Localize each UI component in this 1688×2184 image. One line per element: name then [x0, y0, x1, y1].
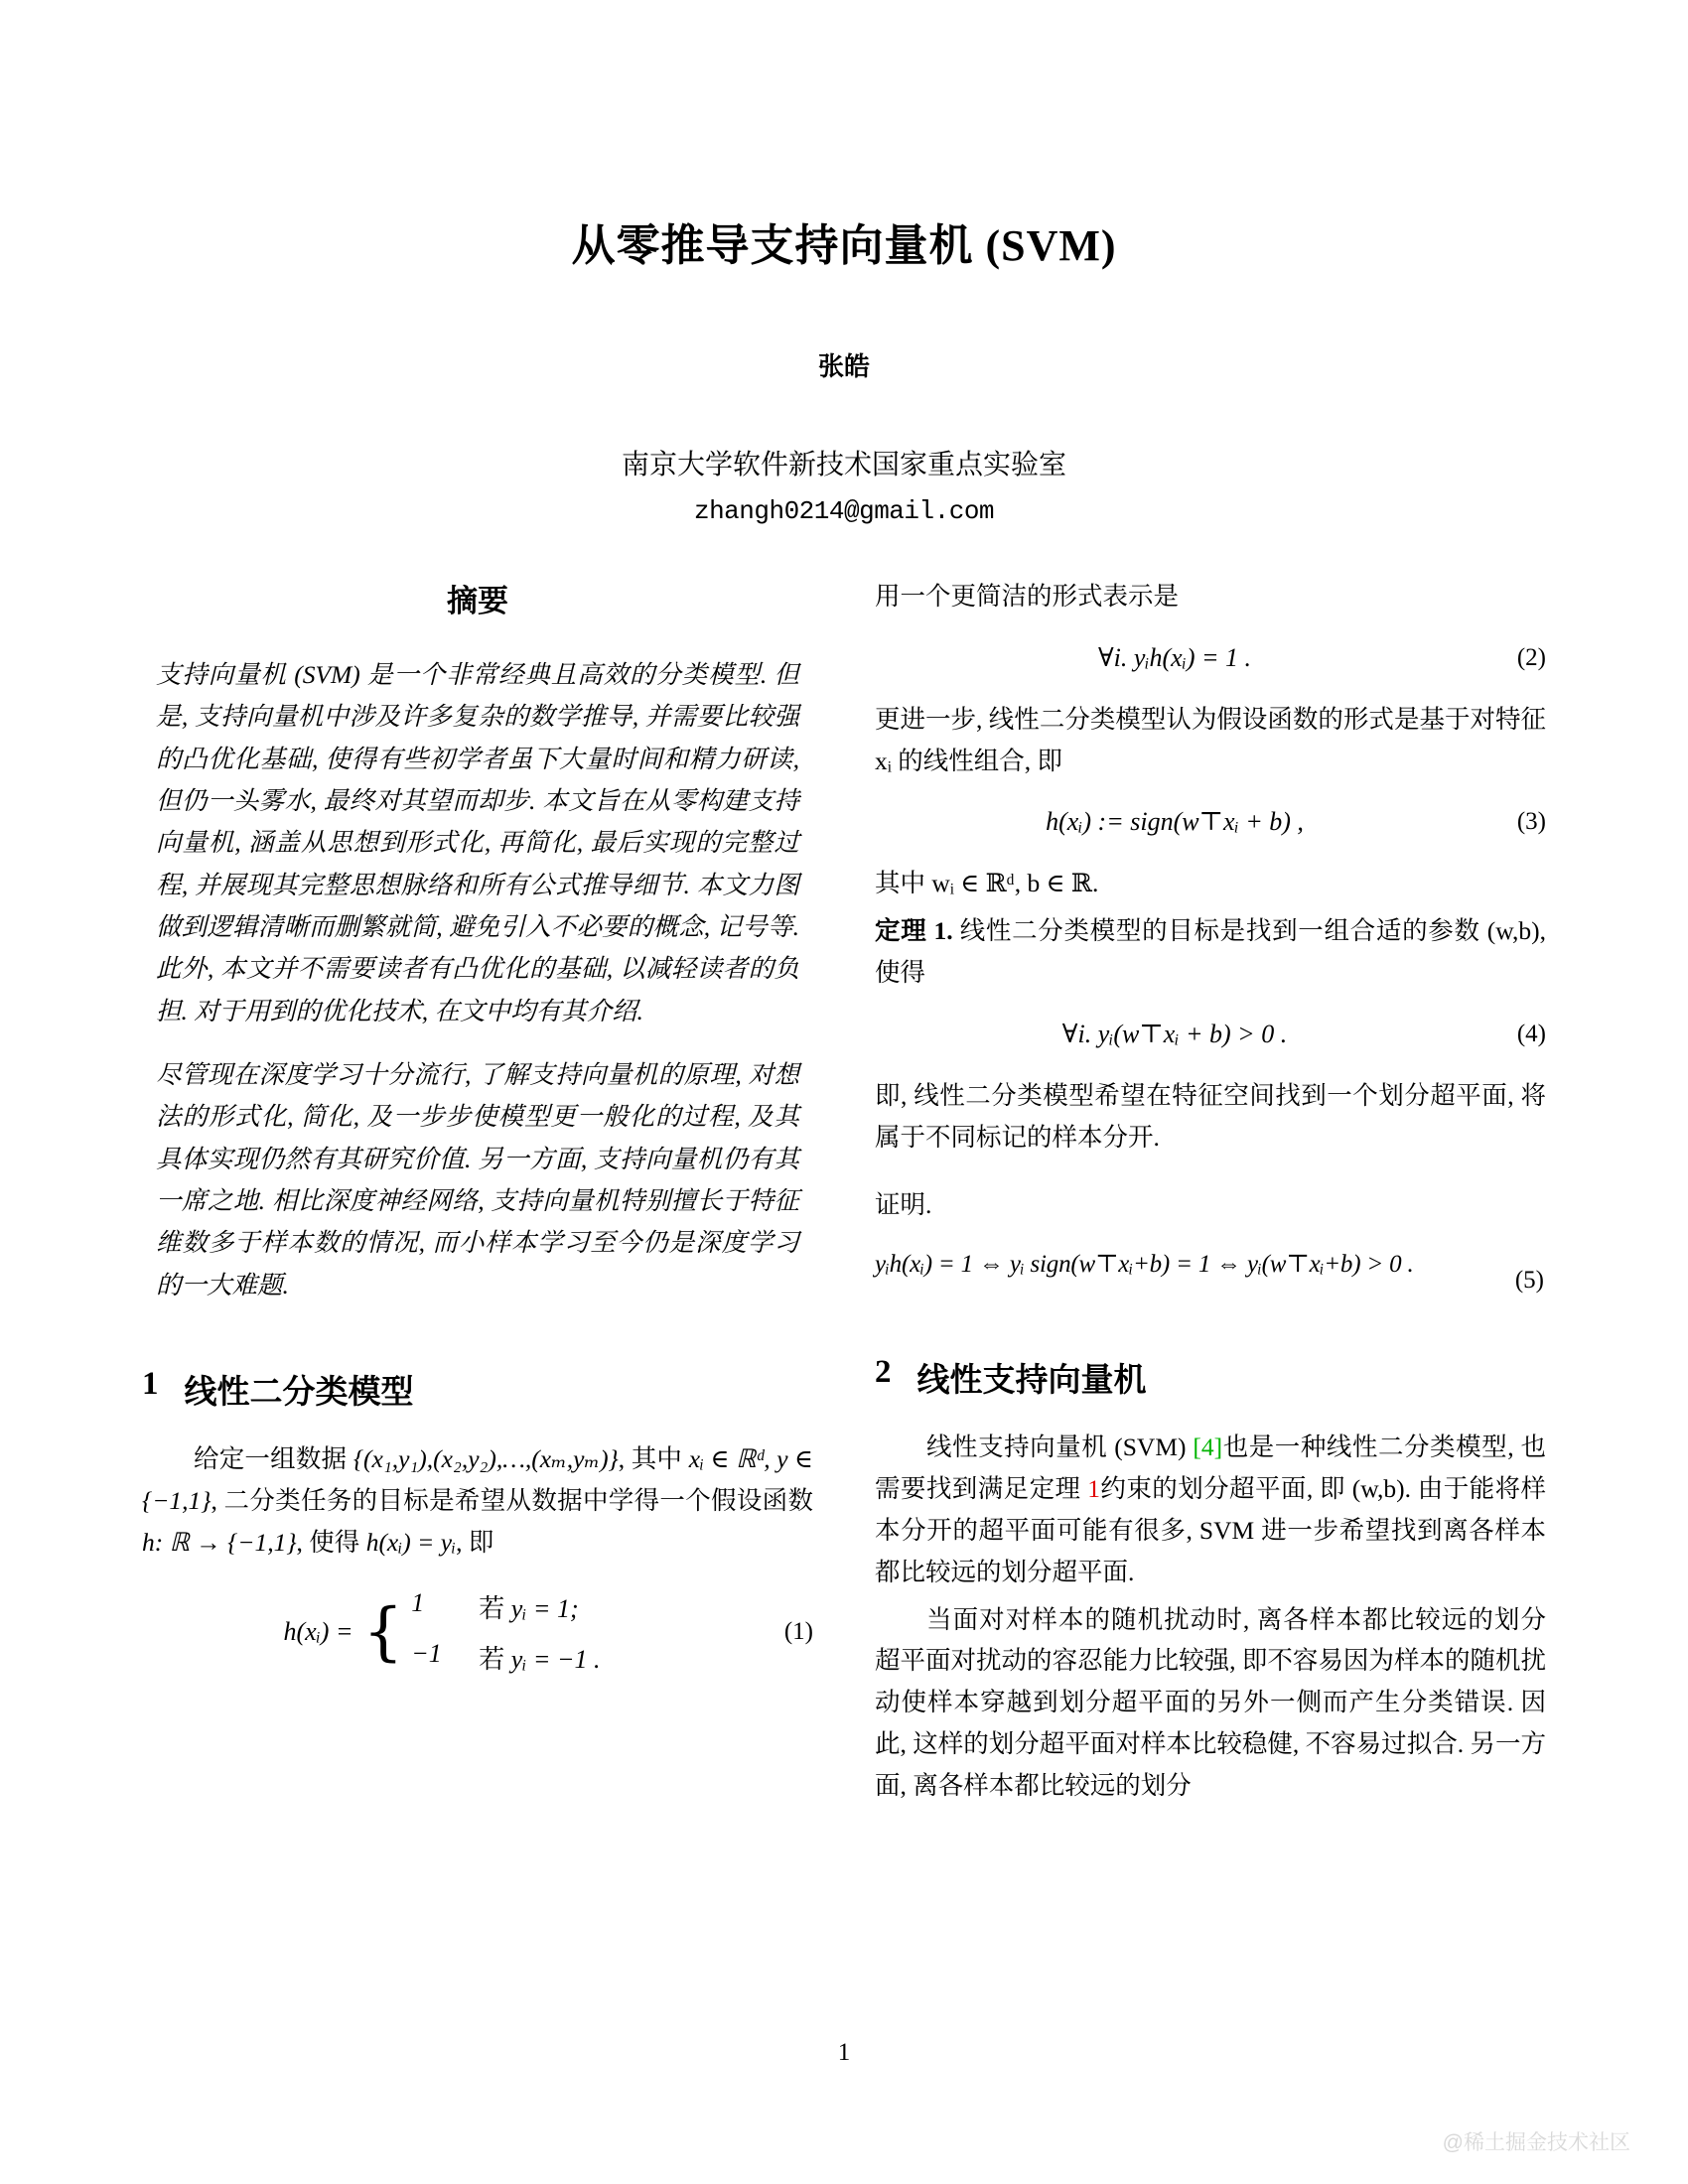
equation-4-body: ∀i. yᵢ(w⊤xᵢ + b) > 0 .: [1061, 1019, 1288, 1048]
section-2-number: 2: [875, 1354, 892, 1391]
left-column: [142, 576, 813, 1813]
abstract-paragraph-1: 支持向量机 (SVM) 是一个非常经典且高效的分类模型. 但是, 支持向量机中涉及许多复杂的数学推导, 并需要比较强的凸优化基础, 使得有些初学者虽下大量时间和精力研读, 但仍一头雾水, 最终对其望而却步. 本文旨在从零构建支持向量机, 涵盖从思想到形式化, 再简化, 最后实现的完整过程, 并展现其完整思想脉络和所有公式推导细节. 本文力图做到逻辑清晰而删繁就简, 避免引入不必要的概念, 记号等. 此外, 本文并不需要读者有凸优化的基础, 以减轻读者的负担. 对于用到的优化技术, 在文中均有其介绍.: [156, 660, 799, 1025]
equation-1: [142, 1588, 813, 1676]
s1-text-d: , 使得: [296, 1527, 366, 1557]
section-2-heading: [875, 1354, 1546, 1401]
citation-link-4[interactable]: [4]: [1193, 1433, 1223, 1462]
equation-1-body: [142, 1588, 742, 1676]
page-title: 从零推导支持向量机 (SVM): [571, 221, 1117, 270]
s1-text-b: , 其中: [618, 1443, 689, 1473]
paper-header: [0, 0, 1688, 526]
s1-text-e: , 即: [456, 1527, 494, 1557]
author-name: 张皓: [817, 351, 870, 381]
equation-1-case-2: [411, 1639, 600, 1676]
abstract-heading: 摘要: [447, 584, 508, 618]
equation-5-body: yᵢh(xᵢ) = 1 ⇔ yᵢ sign(w⊤xᵢ+b) = 1 ⇔ yᵢ(w⊤xᵢ+b) > 0 .: [875, 1251, 1414, 1279]
equation-2-body: ∀i. yᵢh(xᵢ) = 1 .: [1097, 642, 1252, 672]
s1-math-domain: xᵢ ∈ ℝᵈ, y ∈ {−1,1}: [142, 1443, 813, 1515]
right-lead-paragraph: 用一个更简洁的形式表示是: [875, 582, 1180, 611]
case-2-value: −1: [411, 1639, 442, 1669]
s2-text-b: 也是一种线性二分类模型, 也需要找到满足定理: [875, 1433, 1546, 1504]
equation-5-number: (5): [1514, 1267, 1544, 1295]
s2-text-c: 约束的划分超平面, 即 (w,b). 由于能将样本分开的超平面可能有很多, SVM 进一步希望找到离各样本都比较远的划分超平面.: [875, 1474, 1546, 1586]
case-1-value: 1: [411, 1588, 425, 1618]
equation-3: [875, 807, 1546, 837]
s1-math-dataset: {(x₁,y₁),(x₂,y₂),…,(xₘ,yₘ)}: [352, 1443, 619, 1473]
abstract-paragraph-2: 尽管现在深度学习十分流行, 了解支持向量机的原理, 对想法的形式化, 简化, 及一步步使模型更一般化的过程, 及其具体实现仍然有其研究价值. 另一方面, 支持向量机仍有其一席之地. 相比深度神经网络, 支持向量机特别擅长于特征维数多于样本数的情况, 而小样本学习至今仍是深度学习的一大难题.: [156, 1059, 799, 1299]
case-1-condition: [479, 1588, 578, 1625]
equation-1-number: (1): [783, 1618, 813, 1646]
theorem-1-label: 定理 1.: [875, 916, 953, 946]
equation-4: [875, 1020, 1546, 1049]
s1-math-hxy: h(xᵢ) = yᵢ: [365, 1527, 457, 1557]
abstract-body: [142, 654, 813, 1306]
watermark: @稀土掘金技术社区: [1442, 2131, 1630, 2154]
equation-1-lhs: h(xᵢ) =: [283, 1617, 353, 1647]
body-columns: [142, 576, 1546, 1813]
theorem-1-body: 线性二分类模型的目标是找到一组合适的参数 (w,b), 使得: [875, 916, 1546, 988]
section-2-paragraph-2: 当面对对样本的随机扰动时, 离各样本都比较远的划分超平面对扰动的容忍能力比较强, 即不容易因为样本的随机扰动使样本穿越到划分超平面的另外一侧而产生分类错误. 因此, 这样的划分超平面对样本比较稳健, 不容易过拟合. 另一方面, 离各样本都比较远的划分: [875, 1604, 1546, 1800]
brace-icon: {: [362, 1595, 404, 1670]
affiliation: 南京大学软件新技术国家重点实验室: [621, 449, 1066, 480]
case-2-condition: [479, 1639, 600, 1676]
page-number: 1: [837, 2039, 851, 2066]
s1-text-c: , 二分类任务的目标是希望从数据中学得一个假设函数: [211, 1485, 813, 1515]
author-email: zhangh0214@gmail.com: [693, 495, 995, 526]
case-2-cond-prefix: 若: [479, 1645, 511, 1675]
section-2-title: 线性支持向量机: [916, 1363, 1147, 1400]
right-paragraph-after-eq2: 更进一步, 线性二分类模型认为假设函数的形式是基于对特征 xᵢ 的线性组合, 即: [875, 704, 1546, 775]
section-1-paragraph-1: [142, 1438, 813, 1563]
case-2-cond-expr: yᵢ = −1 .: [510, 1645, 601, 1675]
equation-2: [875, 643, 1546, 673]
case-1-cond-expr: yᵢ = 1;: [510, 1594, 579, 1624]
section-1-title: 线性二分类模型: [184, 1374, 414, 1411]
equation-3-number: (3): [1516, 808, 1546, 836]
equation-3-body: h(xᵢ) := sign(w⊤xᵢ + b) ,: [1046, 807, 1304, 837]
section-2-paragraph-1: [875, 1427, 1546, 1592]
right-paragraph-after-eq3: 其中 wᵢ ∈ ℝᵈ, b ∈ ℝ.: [875, 869, 1099, 898]
s1-text-a: 给定一组数据: [194, 1443, 353, 1473]
s2-text-a: 线性支持向量机 (SVM): [926, 1433, 1194, 1462]
section-1-number: 1: [142, 1365, 159, 1402]
equation-4-number: (4): [1516, 1020, 1546, 1047]
equation-2-number: (2): [1516, 643, 1546, 671]
section-1-heading: [142, 1366, 813, 1413]
s1-math-hypothesis: h: ℝ → {−1,1}: [142, 1527, 297, 1557]
right-column: [875, 576, 1546, 1813]
right-paragraph-after-eq4: 即, 线性二分类模型希望在特征空间找到一个划分超平面, 将属于不同标记的样本分开.: [875, 1080, 1546, 1152]
proof-label: 证明.: [875, 1189, 932, 1219]
equation-1-case-1: [411, 1588, 600, 1625]
theorem-1: [875, 910, 1546, 994]
theorem-reference-1[interactable]: 1: [1087, 1474, 1100, 1504]
case-1-cond-prefix: 若: [479, 1594, 511, 1624]
